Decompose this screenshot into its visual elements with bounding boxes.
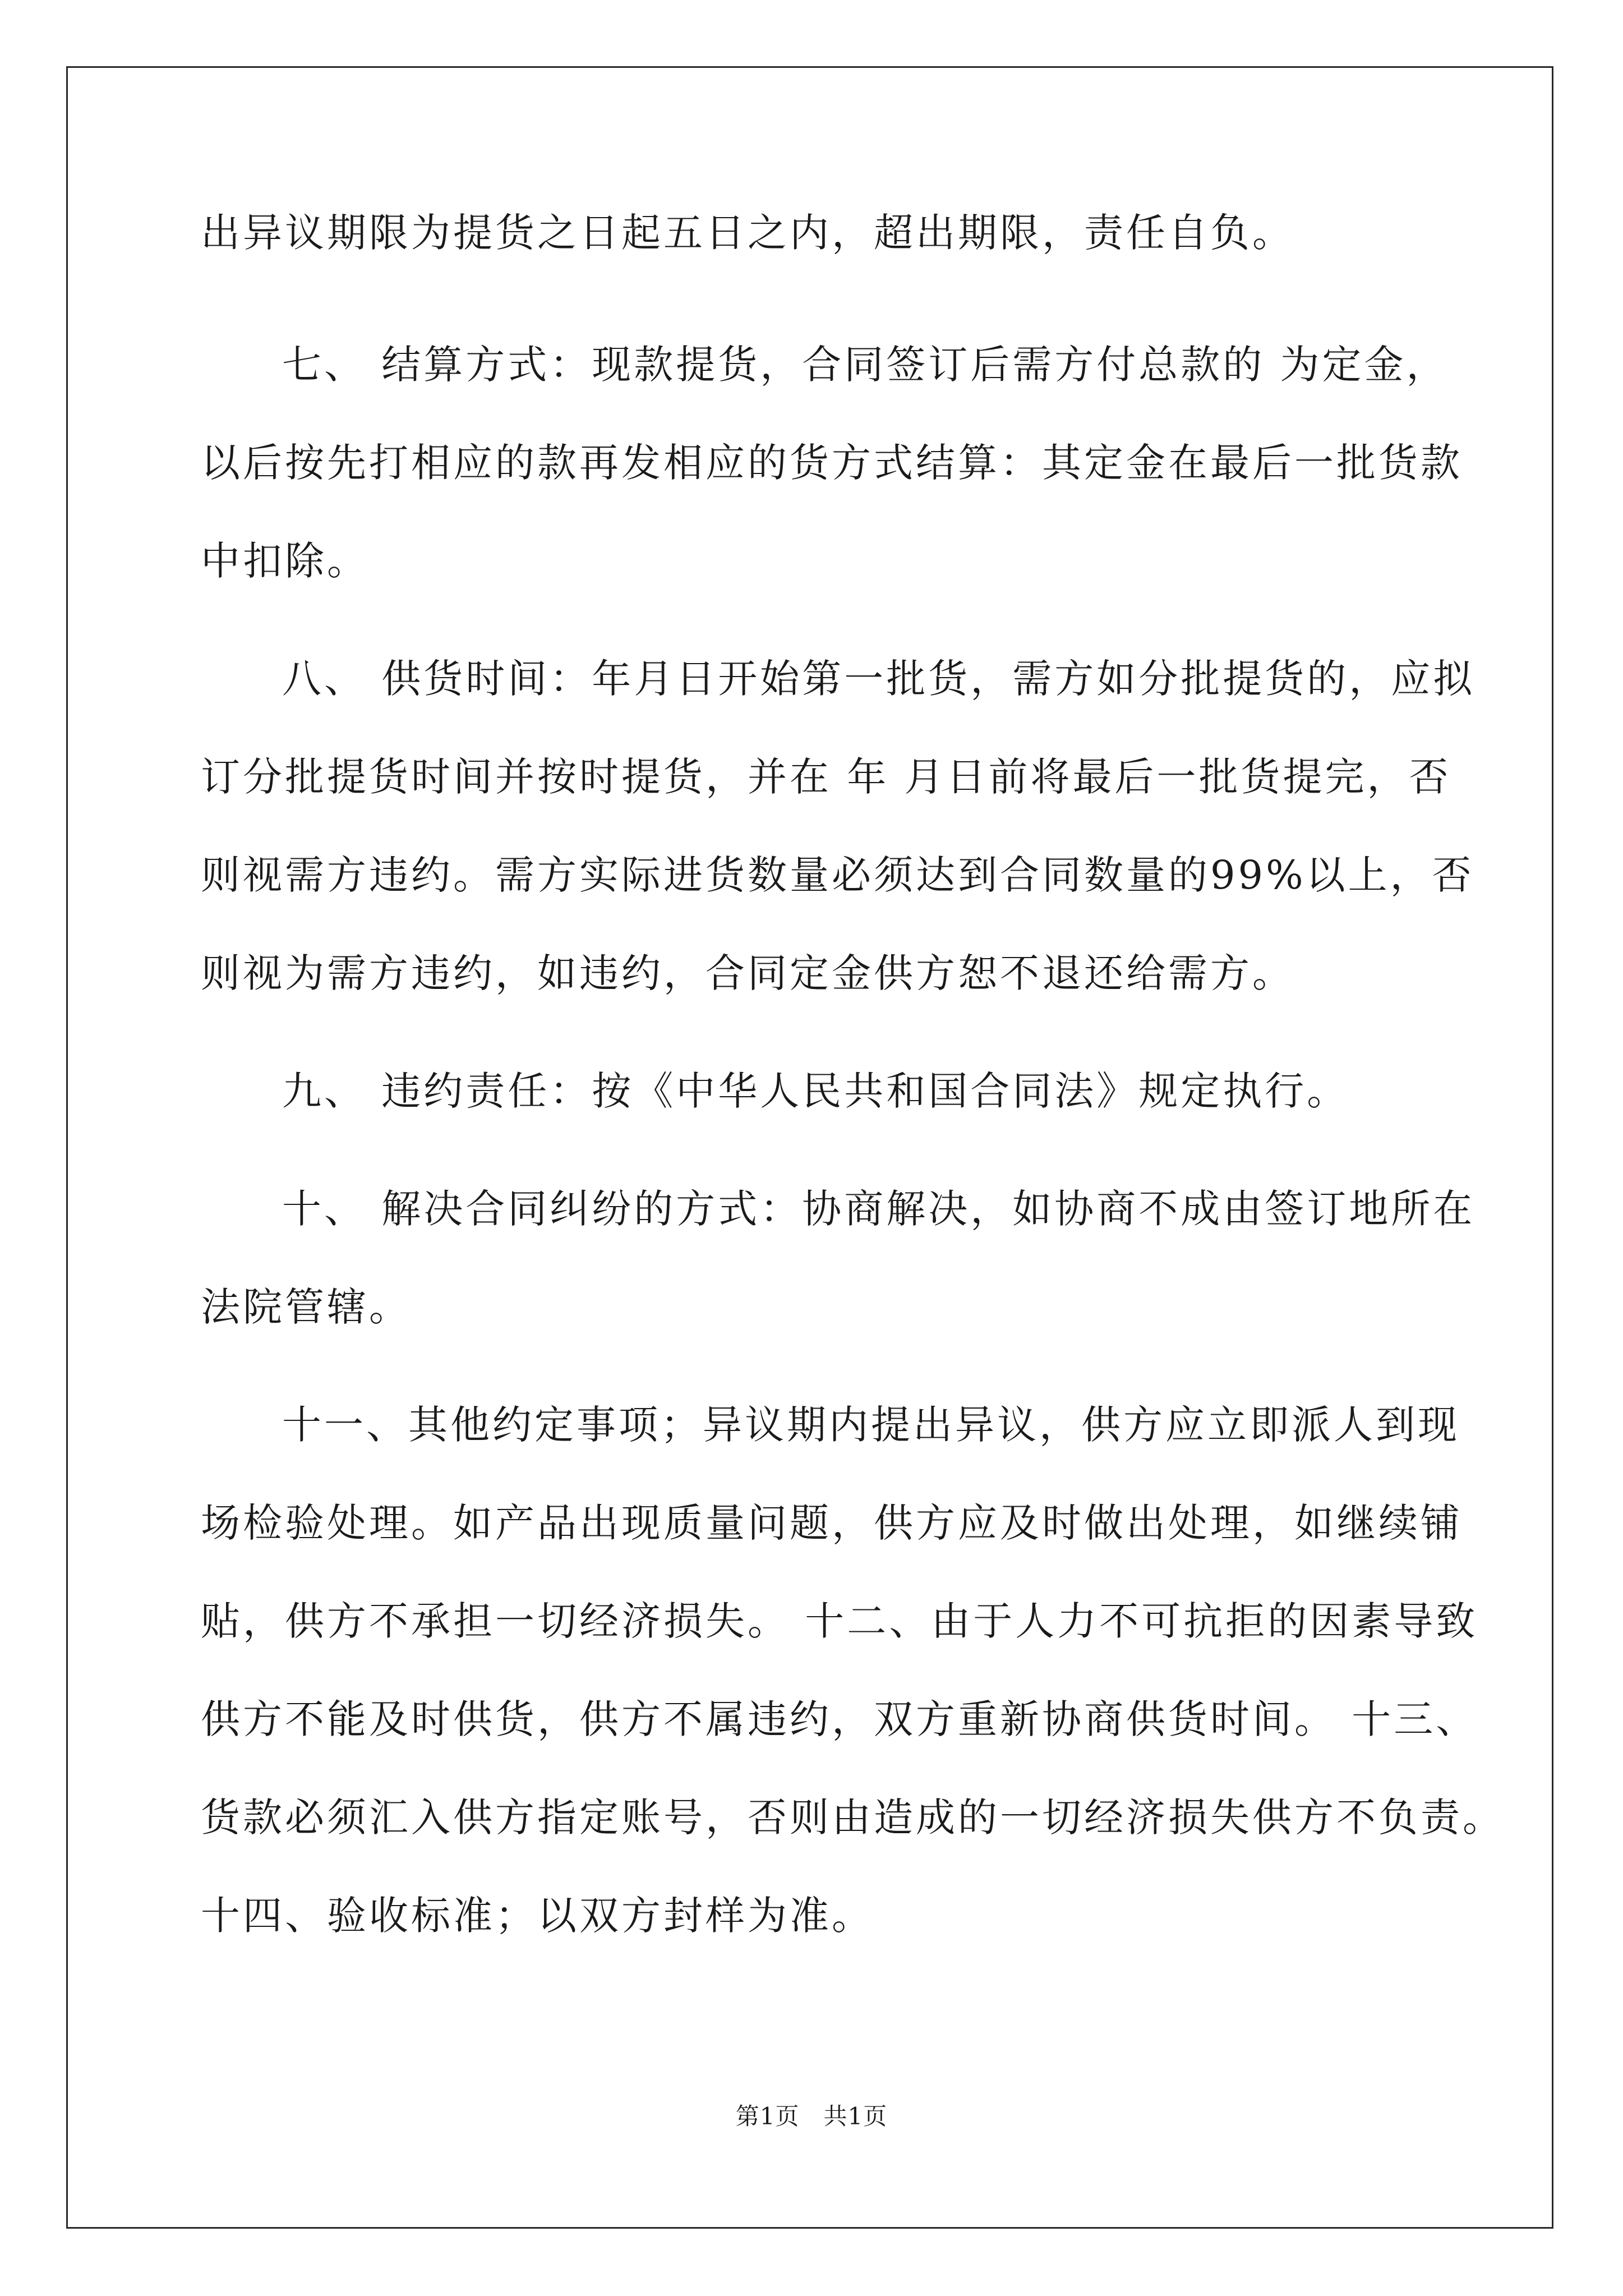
text-line: 法院管辖。 bbox=[201, 1284, 411, 1330]
text-line: 订分批提货时间并按时提货，并在 年 月日前将最后一批货提完，否 bbox=[201, 754, 1451, 800]
clause-11-line: 十一、其他约定事项；异议期内提出异议，供方应立即派人到现 bbox=[282, 1402, 1460, 1448]
text-line: 以后按先打相应的款再发相应的货方式结算：其定金在最后一批货款 bbox=[201, 440, 1463, 486]
text-line: 出异议期限为提货之日起五日之内，超出期限，责任自负。 bbox=[201, 210, 1294, 256]
text-line: 货款必须汇入供方指定账号，否则由造成的一切经济损失供方不负责。 bbox=[201, 1795, 1505, 1841]
text-line: 场检验处理。如产品出现质量问题，供方应及时做出处理，如继续铺 bbox=[201, 1500, 1463, 1546]
text-line: 中扣除。 bbox=[201, 538, 369, 584]
page-number-footer: 第1页 共1页 bbox=[735, 2102, 888, 2130]
clause-9-line: 九、 违约责任：按《中华人民共和国合同法》规定执行。 bbox=[282, 1068, 1349, 1114]
text-line: 则视为需方违约，如违约，合同定金供方恕不退还给需方。 bbox=[201, 950, 1294, 996]
clause-10-line: 十、 解决合同纠纷的方式：协商解决，如协商不成由签订地所在 bbox=[282, 1186, 1476, 1232]
clause-7-line: 七、 结算方式：现款提货，合同签订后需方付总款的 为定金， bbox=[282, 342, 1449, 388]
clause-8-line: 八、 供货时间：年月日开始第一批货，需方如分批提货的，应拟 bbox=[282, 656, 1476, 702]
clause-14-line: 十四、验收标准；以双方封样为准。 bbox=[201, 1893, 874, 1939]
text-line: 供方不能及时供货，供方不属违约，双方重新协商供货时间。 十三、 bbox=[201, 1696, 1478, 1742]
text-line: 贴，供方不承担一切经济损失。 十二、由于人力不可抗拒的因素导致 bbox=[201, 1598, 1478, 1644]
text-line: 则视需方违约。需方实际进货数量必须达到合同数量的99%以上，否 bbox=[201, 852, 1474, 898]
